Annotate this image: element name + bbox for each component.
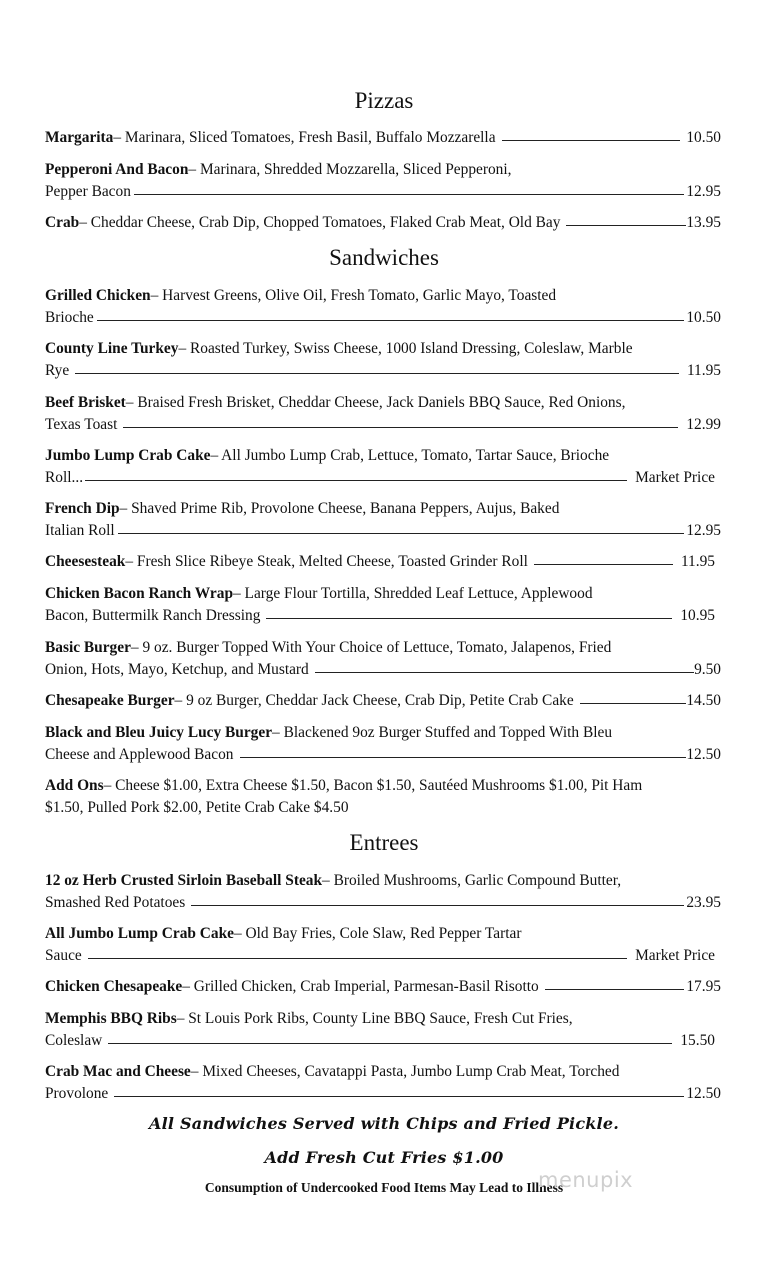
menu-item bbox=[45, 551, 721, 573]
dot-leader bbox=[75, 373, 679, 374]
item-name: Black and Bleu Juicy Lucy Burger bbox=[45, 724, 273, 741]
item-name: All Jumbo Lump Crab Cake bbox=[45, 925, 234, 942]
item-description-cont: Rye bbox=[45, 361, 70, 379]
item-description: – Broiled Mushrooms, Garlic Compound Butter, bbox=[322, 872, 622, 889]
item-price: 12.50 bbox=[686, 1084, 721, 1102]
item-name: Grilled Chicken bbox=[45, 287, 151, 304]
item-description-cont: Bacon, Buttermilk Ranch Dressing bbox=[45, 606, 261, 624]
dot-leader bbox=[118, 533, 685, 534]
dot-leader bbox=[502, 140, 681, 141]
item-name: Chesapeake Burger bbox=[45, 692, 175, 709]
menu-item bbox=[45, 637, 721, 680]
item-name: Cheesesteak bbox=[45, 553, 126, 570]
item-name: Margarita bbox=[45, 129, 114, 146]
item-description-cont: Pepper Bacon bbox=[45, 182, 131, 200]
item-description: – Grilled Chicken, Crab Imperial, Parmesan-Basil Risotto bbox=[182, 978, 539, 995]
item-price: 23.95 bbox=[686, 893, 721, 911]
fries-addon-note: Add Fresh Cut Fries $1.00 bbox=[264, 1148, 504, 1167]
pizzas-heading: Pizzas bbox=[354, 88, 414, 113]
menu-item bbox=[45, 127, 721, 149]
dot-leader bbox=[315, 672, 694, 673]
entrees-heading: Entrees bbox=[349, 830, 419, 855]
item-price: 15.50 bbox=[680, 1031, 715, 1049]
item-description-cont: $1.50, Pulled Pork $2.00, Petite Crab Cake $4.50 bbox=[45, 798, 349, 816]
item-price: 13.95 bbox=[686, 214, 721, 231]
item-price: 11.95 bbox=[680, 553, 715, 570]
menu-item bbox=[45, 1061, 721, 1104]
dot-leader bbox=[85, 480, 627, 481]
item-description: – Roasted Turkey, Swiss Cheese, 1000 Island Dressing, Coleslaw, Marble bbox=[178, 340, 633, 357]
menu-item bbox=[45, 722, 721, 765]
dot-leader bbox=[97, 320, 685, 321]
dot-leader bbox=[108, 1043, 672, 1044]
item-description-cont: Sauce bbox=[45, 946, 82, 964]
item-name: Chicken Chesapeake bbox=[45, 978, 183, 995]
item-description: – All Jumbo Lump Crab, Lettuce, Tomato, Tartar Sauce, Brioche bbox=[210, 447, 610, 464]
item-description-cont: Texas Toast bbox=[45, 415, 118, 433]
item-price: Market Price bbox=[635, 946, 715, 964]
item-description: – Fresh Slice Ribeye Steak, Melted Cheese, Toasted Grinder Roll bbox=[125, 553, 528, 570]
item-description: – Marinara, Shredded Mozzarella, Sliced Pepperoni, bbox=[188, 161, 512, 178]
item-name: Jumbo Lump Crab Cake bbox=[45, 447, 211, 464]
item-name: French Dip bbox=[45, 500, 120, 517]
item-description: – St Louis Pork Ribs, County Line BBQ Sauce, Fresh Cut Fries, bbox=[176, 1010, 573, 1027]
item-description: – Cheddar Cheese, Crab Dip, Chopped Tomatoes, Flaked Crab Meat, Old Bay bbox=[79, 214, 561, 231]
item-description: – Harvest Greens, Olive Oil, Fresh Tomato, Garlic Mayo, Toasted bbox=[150, 287, 557, 304]
menu-item bbox=[45, 159, 721, 202]
item-description: – Large Flour Tortilla, Shredded Leaf Lettuce, Applewood bbox=[233, 585, 593, 602]
item-name: Basic Burger bbox=[45, 639, 131, 656]
food-safety-notice: Consumption of Undercooked Food Items May Lead to Illness bbox=[204, 1180, 564, 1195]
item-description-cont: Smashed Red Potatoes bbox=[45, 893, 186, 911]
menu-item bbox=[45, 1008, 721, 1051]
item-description-cont: Brioche bbox=[45, 308, 94, 326]
menu-item bbox=[45, 212, 721, 234]
dot-leader bbox=[534, 564, 673, 565]
item-description: – Mixed Cheeses, Cavatappi Pasta, Jumbo Lump Crab Meat, Torched bbox=[190, 1063, 620, 1080]
item-price: 10.95 bbox=[680, 606, 715, 624]
dot-leader bbox=[266, 618, 672, 619]
item-price: 11.95 bbox=[686, 361, 721, 379]
menu-item bbox=[45, 923, 721, 966]
item-name: Crab bbox=[45, 214, 80, 231]
menu-item-addons bbox=[45, 775, 721, 818]
sandwich-sides-note: All Sandwiches Served with Chips and Fried Pickle. bbox=[149, 1114, 619, 1133]
item-price: 10.50 bbox=[686, 308, 721, 326]
dot-leader bbox=[240, 757, 687, 758]
item-description: – Blackened 9oz Burger Stuffed and Topped With Bleu bbox=[272, 724, 613, 741]
sandwiches-heading: Sandwiches bbox=[329, 245, 439, 270]
watermark-logo: menupix bbox=[538, 1168, 634, 1192]
item-description: – 9 oz. Burger Topped With Your Choice of Lettuce, Tomato, Jalapenos, Fried bbox=[130, 639, 612, 656]
item-name: Chicken Bacon Ranch Wrap bbox=[45, 585, 234, 602]
item-description-cont: Roll... bbox=[45, 468, 84, 486]
item-description-cont: Italian Roll bbox=[45, 521, 115, 539]
menu-item bbox=[45, 583, 721, 626]
menu-item bbox=[45, 498, 721, 541]
item-name: Beef Brisket bbox=[45, 394, 126, 411]
item-description: – 9 oz Burger, Cheddar Jack Cheese, Crab Dip, Petite Crab Cake bbox=[174, 692, 574, 709]
dot-leader bbox=[134, 194, 684, 195]
menu-item bbox=[45, 392, 721, 435]
dot-leader bbox=[88, 958, 627, 959]
menu-item bbox=[45, 870, 721, 913]
item-description: – Cheese $1.00, Extra Cheese $1.50, Bacon $1.50, Sautéed Mushrooms $1.00, Pit Ham bbox=[103, 777, 643, 794]
item-name: Pepperoni And Bacon bbox=[45, 161, 189, 178]
menu-item bbox=[45, 976, 721, 998]
dot-leader bbox=[545, 989, 685, 990]
item-description-cont: Provolone bbox=[45, 1084, 109, 1102]
item-name: Add Ons bbox=[45, 777, 104, 794]
item-price: 9.50 bbox=[694, 660, 721, 678]
dot-leader bbox=[114, 1096, 684, 1097]
item-name: Memphis BBQ Ribs bbox=[45, 1010, 177, 1027]
item-price: 12.95 bbox=[686, 182, 721, 200]
item-description: – Shaved Prime Rib, Provolone Cheese, Banana Peppers, Aujus, Baked bbox=[119, 500, 560, 517]
item-price: Market Price bbox=[635, 468, 715, 486]
item-price: 14.50 bbox=[686, 692, 721, 709]
dot-leader bbox=[566, 225, 686, 226]
dot-leader bbox=[123, 427, 678, 428]
item-description: – Braised Fresh Brisket, Cheddar Cheese, Jack Daniels BBQ Sauce, Red Onions, bbox=[125, 394, 626, 411]
dot-leader bbox=[191, 905, 684, 906]
item-description: – Old Bay Fries, Cole Slaw, Red Pepper Tartar bbox=[234, 925, 522, 942]
item-price: 12.50 bbox=[686, 745, 721, 763]
item-name: 12 oz Herb Crusted Sirloin Baseball Steak bbox=[45, 872, 323, 889]
menu-item bbox=[45, 285, 721, 328]
item-price: 12.99 bbox=[686, 415, 721, 433]
menu-item bbox=[45, 445, 721, 488]
item-description-cont: Cheese and Applewood Bacon bbox=[45, 745, 234, 763]
item-price: 17.95 bbox=[686, 978, 721, 995]
item-price: 10.50 bbox=[686, 129, 721, 146]
item-name: County Line Turkey bbox=[45, 340, 179, 357]
dot-leader bbox=[580, 703, 687, 704]
item-description: – Marinara, Sliced Tomatoes, Fresh Basil, Buffalo Mozzarella bbox=[113, 129, 496, 146]
item-price: 12.95 bbox=[686, 521, 721, 539]
menu-item bbox=[45, 690, 721, 712]
item-description-cont: Onion, Hots, Mayo, Ketchup, and Mustard bbox=[45, 660, 309, 678]
item-description-cont: Coleslaw bbox=[45, 1031, 103, 1049]
item-name: Crab Mac and Cheese bbox=[45, 1063, 191, 1080]
menu-item bbox=[45, 338, 721, 381]
